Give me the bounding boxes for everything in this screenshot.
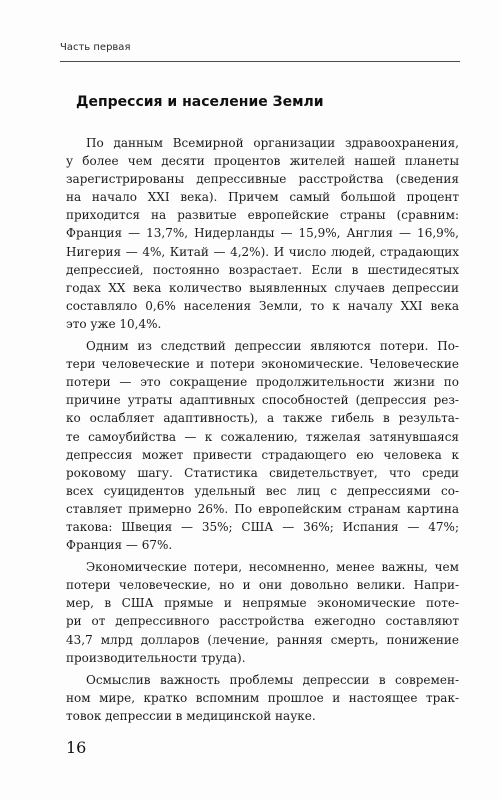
text-line: Экономические потери, несомненно, менее важны, чем [86, 560, 459, 575]
paragraph [66, 337, 459, 554]
text-line: на начало XXI века). Причем самый большой процент [66, 190, 459, 205]
text-line: депрессией, постоянно возрастает. Если в шестидесятых [66, 262, 459, 277]
text-line: товок депрессии в медицинской науке. [66, 708, 316, 723]
text-line: причине утраты адаптивных способностей (депрессия рез- [66, 393, 459, 408]
text-line: потери человеческие, но и они довольно велики. Напри- [66, 578, 459, 593]
running-head: Часть первая [60, 42, 131, 53]
text-line: Франция — 13,7%, Нидерланды — 15,9%, Англия — 16,9%, [66, 226, 459, 241]
text-line: зарегистрированы депрессивные расстройства (сведения [66, 172, 459, 187]
text-line: потери — это сокращение продолжительности жизни по [66, 375, 459, 390]
text-line: По данным Всемирной организации здравоохранения, [86, 136, 459, 150]
text-line: 43,7 млрд долларов (лечение, ранняя смерть, понижение [66, 632, 459, 647]
text-line: мер, в США прямые и непрямые экономические поте- [66, 596, 459, 611]
text-line: производительности труда). [66, 650, 246, 665]
header-rule [60, 61, 460, 62]
text-line: ставляет примерно 26%. По европейским странам картина [66, 501, 459, 516]
text-line: составляло 0,6% населения Земли, то к началу XXI века [66, 298, 459, 313]
text-line: годах XX века количество выявленных случаев депрессии [66, 280, 459, 295]
text-line: ном мире, кратко вспомним прошлое и настоящее трак- [66, 690, 459, 705]
text-line: такова: Швеция — 35%; США — 36%; Испания — 47%; [66, 519, 459, 534]
text-line: ко ослабляет адаптивность), а также гибель в результа- [66, 411, 459, 426]
text-line: депрессия может привести страдающего ею человека к [66, 447, 459, 462]
text-line: Одним из следствий депрессии являются потери. По- [86, 339, 459, 354]
text-line: ри от депрессивного расстройства ежегодно составляют [66, 614, 459, 629]
text-line: всех суицидентов удельный вес лиц с депрессиями со- [66, 483, 459, 498]
paragraph [66, 671, 459, 725]
text-line: Нигерия — 4%, Китай — 4,2%). И число людей, страдающих [66, 244, 459, 259]
page-number: 16 [66, 738, 87, 757]
text-line: тери человеческие и потери экономические. Человеческие [66, 357, 459, 372]
section-title: Депрессия и население Земли [76, 94, 324, 110]
body-text [66, 134, 459, 729]
text-line: у более чем десяти процентов жителей нашей планеты [66, 154, 459, 169]
text-line: это уже 10,4%. [66, 316, 162, 331]
paragraph [66, 134, 459, 333]
paragraph [66, 558, 459, 667]
text-line: Осмыслив важность проблемы депрессии в современ- [86, 672, 459, 687]
text-line: приходится на развитые европейские страны (сравним: [66, 208, 459, 223]
text-line: роковому шагу. Статистика свидетельствует, что среди [66, 465, 459, 480]
text-line: Франция — 67%. [66, 538, 173, 553]
text-line: те самоубийства — к сожалению, тяжелая затянувшаяся [66, 429, 459, 444]
